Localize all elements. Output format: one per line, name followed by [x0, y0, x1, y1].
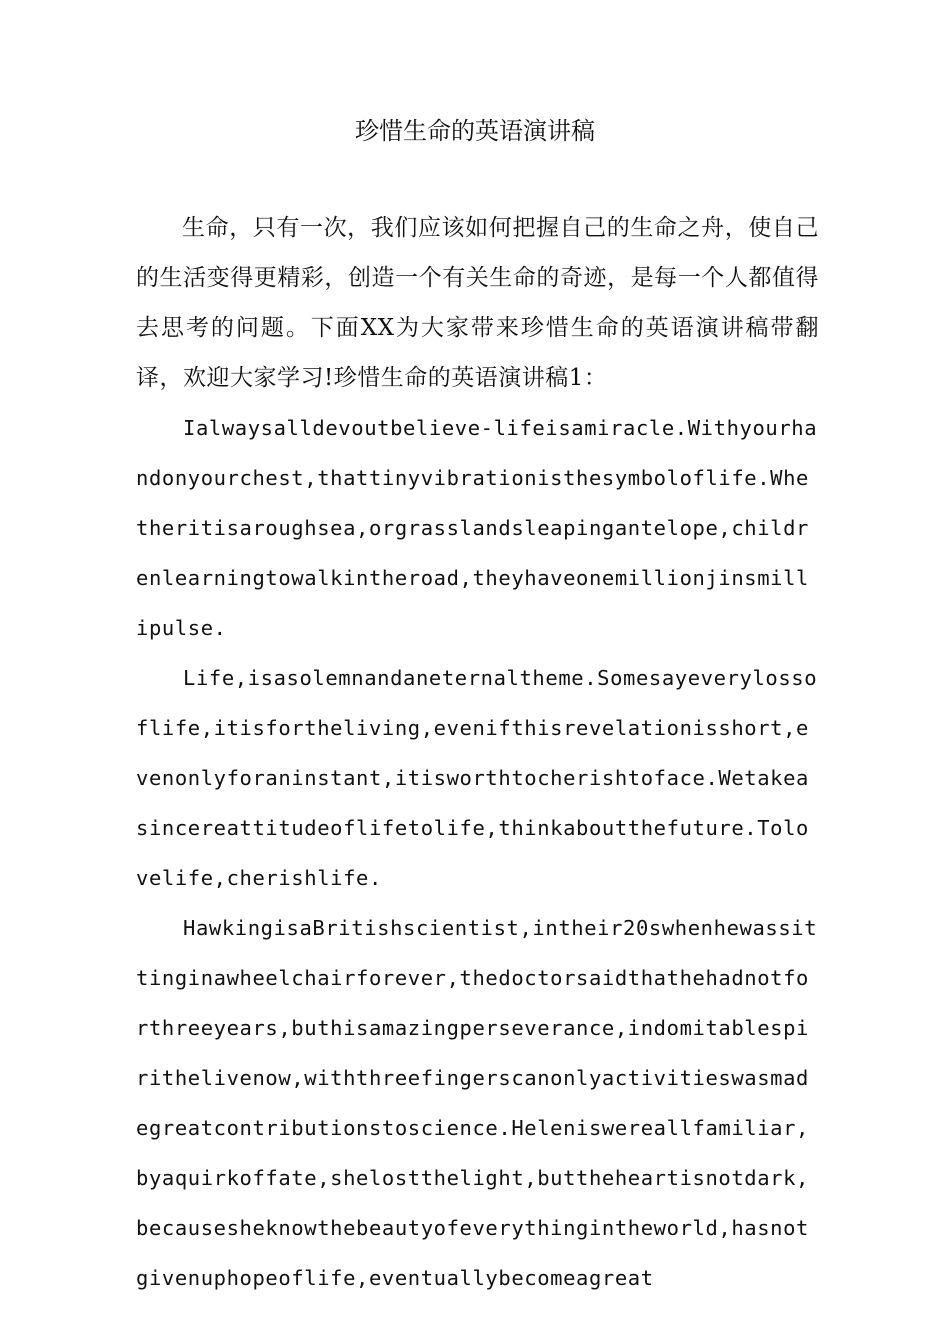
body-paragraph-1: Ialwaysalldevoutbelieve-lifeisamiracle.Withyourhandonyourchest,thattinyvibrationisthesymboloflife.Whetheritisaroughsea,orgrasslandsleapingantelope,childrenlearningtowalkintheroad,theyhaveonemillionjinsmillipulse. — [136, 416, 818, 640]
body-paragraph-2: Life,isasolemnandaneternaltheme.Somesayeverylossoflife,itisfortheliving,evenifthisrevelationisshort,evenonlyforaninstant,itisworthtocherishtoface.Wetakeasincereattitudeoflifetolife,thinkaboutthefuture.Tolovelife,cherishlife. — [136, 666, 818, 890]
document-title: 珍惜生命的英语演讲稿 — [355, 117, 595, 145]
intro-paragraph: 生命，只有一次，我们应该如何把握自己的生命之舟，使自己的生活变得更精彩，创造一个有关生命的奇迹，是每一个人都值得去思考的问题。下面XX为大家带来珍惜生命的英语演讲稿带翻译，欢迎大家学习!珍惜生命的英语演讲稿1： — [136, 215, 819, 391]
document-body — [136, 203, 819, 1303]
body-paragraph-3: HawkingisaBritishscientist,intheir20swhenhewassittinginawheelchairforever,thedoctorsaidthathehadnotforthreeyears,buthisamazingperseverance,indomitablespirithelivenow,withthreefingerscanonlyactivitieswasmadegreatcontributionstoscience.Heleniswereallfamiliar,byaquirkoffate,shelostthelight,buttheheartisnotdark,becausesheknowthebeautyofeverythingintheworld,hasnotgivenuphopeoflife,eventuallybecomeagreat — [136, 916, 818, 1290]
